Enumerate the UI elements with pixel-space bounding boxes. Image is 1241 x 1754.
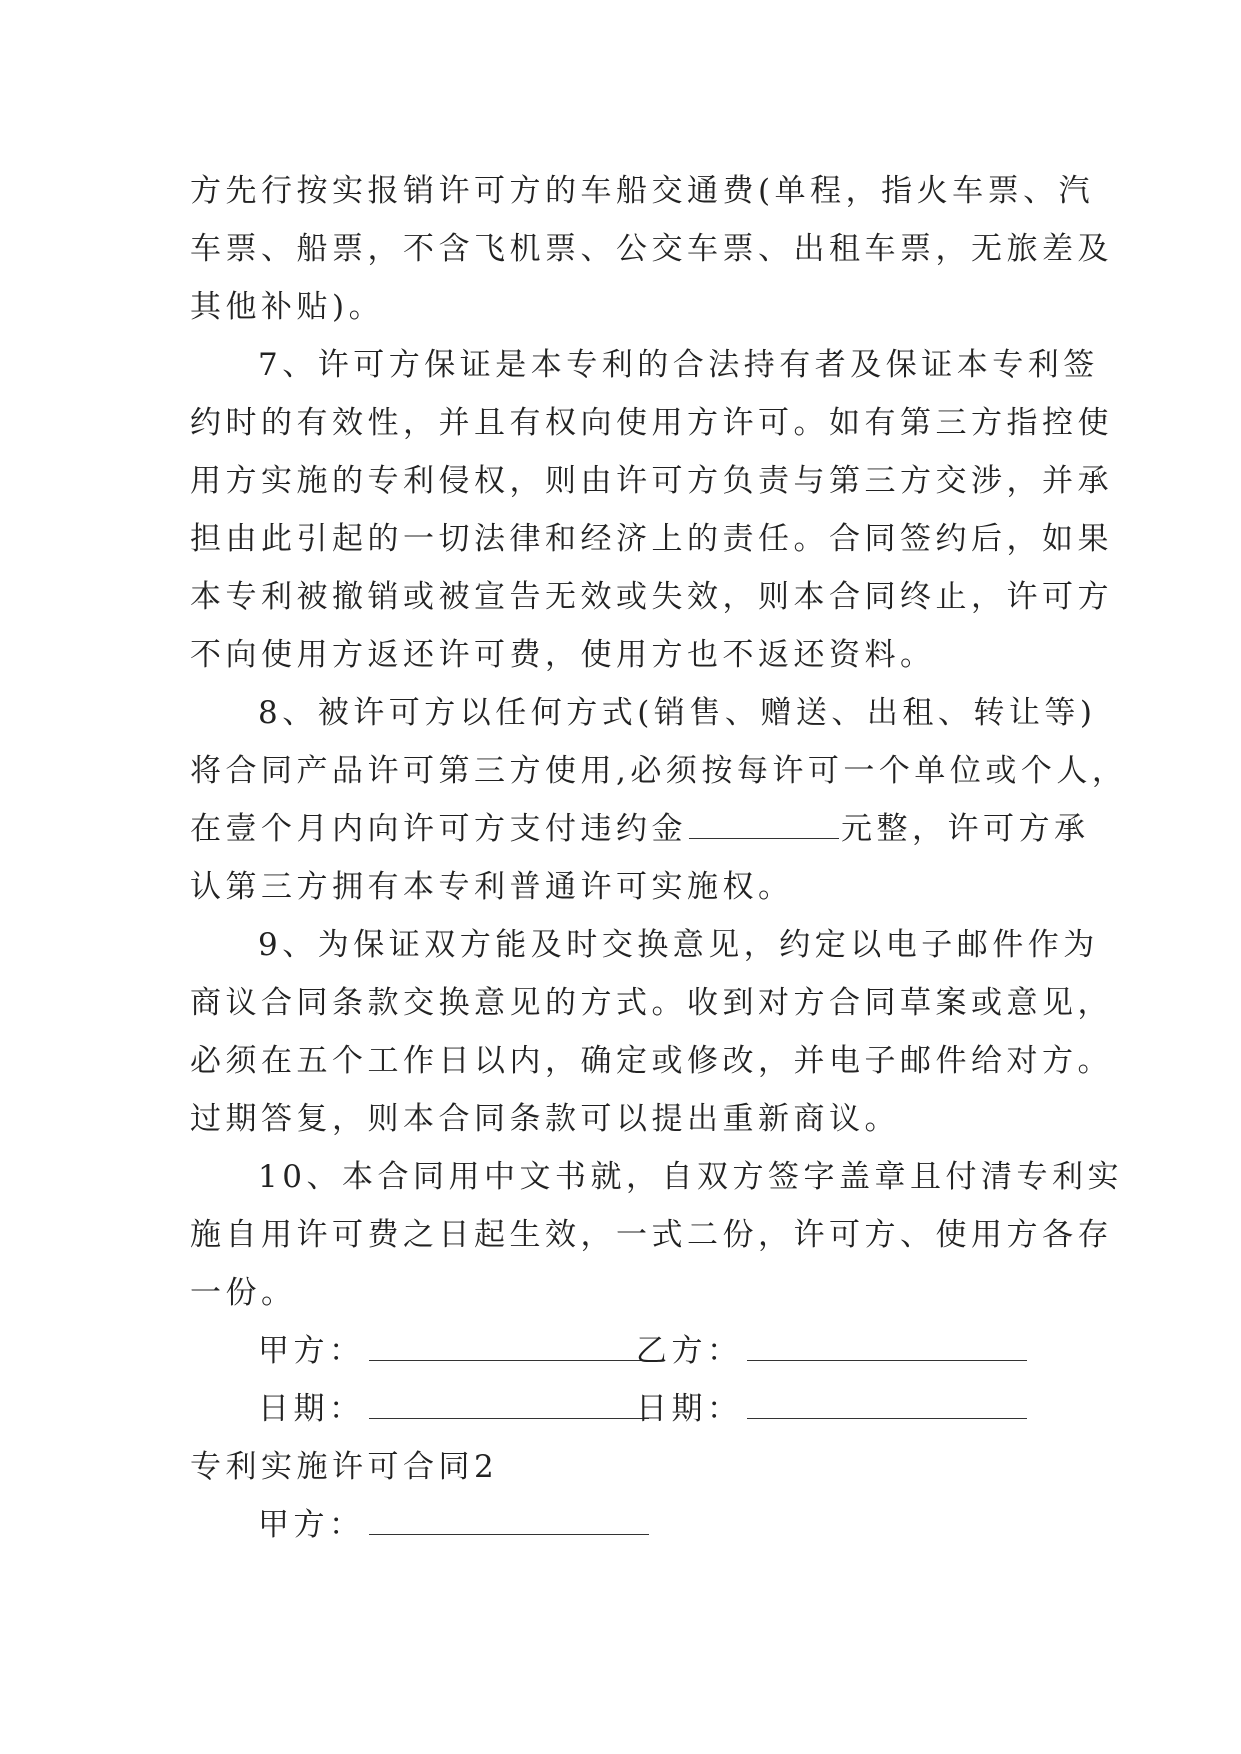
next-party-a-blank[interactable]	[369, 1500, 649, 1535]
para7-line-3: 用方实施的专利侵权，则由许可方负责与第三方交涉，并承	[190, 463, 1113, 499]
next-contract-title: 专利实施许可合同2	[190, 1449, 499, 1485]
next-party-a-row	[190, 1496, 1070, 1554]
penalty-amount-blank[interactable]	[689, 804, 839, 839]
party-a-label: 甲方：	[258, 1333, 365, 1369]
party-b-label: 乙方：	[636, 1333, 743, 1369]
date-b-cell	[636, 1380, 1031, 1438]
next-party-a-label: 甲方：	[258, 1507, 365, 1543]
para9-line-4: 过期答复，则本合同条款可以提出重新商议。	[190, 1101, 900, 1137]
para7-line-5: 本专利被撤销或被宣告无效或失效，则本合同终止，许可方	[190, 579, 1113, 615]
para10-line-1: 10、本合同用中文书就，自双方签字盖章且付清专利实	[258, 1159, 1123, 1195]
document-body	[190, 162, 1128, 1554]
para7-line-6: 不向使用方返还许可费，使用方也不返还资料。	[190, 637, 936, 673]
party-b-cell	[636, 1322, 1031, 1380]
para8-line-2: 将合同产品许可第三方使用,必须按每许可一个单位或个人，	[190, 753, 1128, 789]
para9-line-3: 必须在五个工作日以内，确定或修改，并电子邮件给对方。	[190, 1043, 1113, 1079]
para10-line-2: 施自用许可费之日起生效，一式二份，许可方、使用方各存	[190, 1217, 1113, 1253]
para6-line-2: 车票、船票，不含飞机票、公交车票、出租车票，无旅差及	[190, 231, 1113, 267]
party-a-cell	[258, 1322, 636, 1380]
party-a-signature-blank[interactable]	[369, 1326, 649, 1361]
para6-line-1: 方先行按实报销许可方的车船交通费(单程，指火车票、汽	[190, 173, 1095, 209]
para7-line-4: 担由此引起的一切法律和经济上的责任。合同签约后，如果	[190, 521, 1113, 557]
date-b-blank[interactable]	[747, 1384, 1027, 1419]
para7-line-2: 约时的有效性，并且有权向使用方许可。如有第三方指控使	[190, 405, 1113, 441]
para7-line-1: 7、许可方保证是本专利的合法持有者及保证本专利签	[258, 347, 1099, 383]
date-a-blank[interactable]	[369, 1384, 649, 1419]
para8-line-1: 8、被许可方以任何方式(销售、赠送、出租、转让等)	[258, 695, 1097, 731]
para8-line-3	[190, 800, 1090, 858]
para8-line-4: 认第三方拥有本专利普通许可实施权。	[190, 869, 794, 905]
date-a-cell	[258, 1380, 636, 1438]
signature-row-dates	[190, 1380, 1070, 1438]
para9-line-1: 9、为保证双方能及时交换意见，约定以电子邮件作为	[258, 927, 1099, 963]
para9-line-2: 商议合同条款交换意见的方式。收到对方合同草案或意见，	[190, 985, 1113, 1021]
para6-line-3: 其他补贴)。	[190, 289, 385, 325]
para8-line-3-before: 在壹个月内向许可方支付违约金	[190, 811, 687, 847]
date-b-label: 日期：	[636, 1391, 743, 1427]
para10-line-3: 一份。	[190, 1275, 297, 1311]
date-a-label: 日期：	[258, 1391, 365, 1427]
para8-line-3-after: 元整，许可方承	[841, 811, 1090, 847]
signature-row-parties	[190, 1322, 1070, 1380]
party-b-signature-blank[interactable]	[747, 1326, 1027, 1361]
